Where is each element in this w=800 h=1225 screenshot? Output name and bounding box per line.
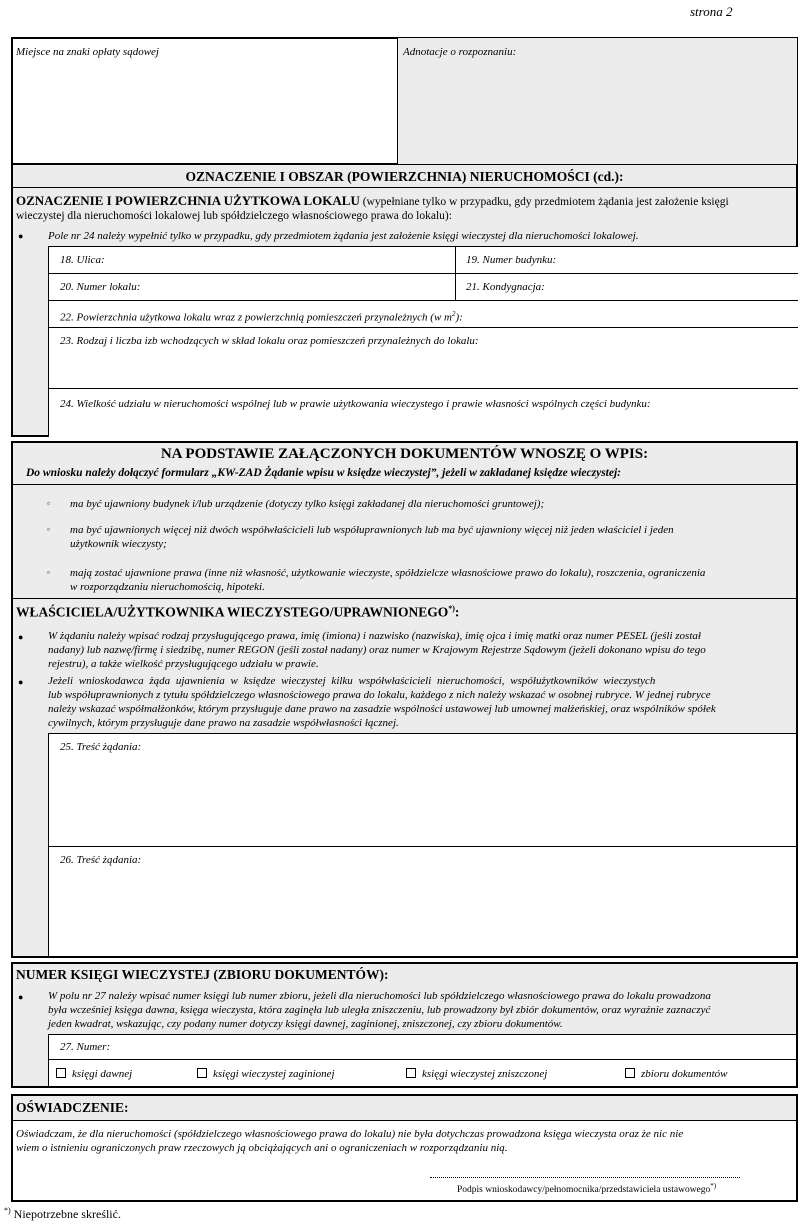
request-fields-area [48,733,796,956]
checkbox-icon[interactable] [406,1068,416,1078]
checkbox-destroyed-book[interactable] [406,1067,547,1081]
declaration-title: OŚWIADCZENIE: [16,1100,129,1115]
field-23-rooms[interactable]: 23. Rodzaj i liczba izb wchodzących w skład lokalu oraz pomieszczeń przynależnych do lokalu: [60,335,479,347]
owner-heading-line [16,604,459,621]
field-26-request[interactable]: 26. Treść żądania: [60,854,142,866]
signature-line[interactable] [430,1177,740,1178]
condition-item-1: ma być ujawniony budynek i/lub urządzenie (dotyczy tylko księgi zakładanej dla nieruchomości gruntowej); [70,498,545,510]
unit-heading-line [16,193,729,210]
field-27-number[interactable]: 27. Numer: [60,1041,111,1053]
divider [48,1059,796,1060]
divider [11,484,798,485]
field-22-label: 22. Powierzchnia użytkowa lokalu wraz z powierzchnią pomieszczeń przynależnych (w m [60,311,452,324]
divider [48,327,798,328]
owner-instruction-2-line-3: należy wskazać współmałżonków, którym przysługuje dane prawo na zasadzie wspólności ustawowej lub umownej małżeńskiej, oraz wspólników spółek [48,703,716,715]
field-20-unit-number[interactable]: 20. Numer lokalu: [60,281,141,293]
field-21-floor[interactable]: 21. Kondygnacja: [466,281,545,293]
owner-heading: WŁAŚCICIELA/UŻYTKOWNIKA WIECZYSTEGO/UPRAWNIONEGO [16,604,449,620]
owner-heading-colon: : [454,604,460,620]
field-24-share[interactable]: 24. Wielkość udziału w nieruchomości wspólnej lub w prawie użytkowania wieczystego i prawie własności wspólnych części budynku: [60,398,651,410]
checkbox-icon[interactable] [625,1068,635,1078]
entry-section-title: NA PODSTAWIE ZAŁĄCZONYCH DOKUMENTÓW WNOSZĘ O WPIS: [160,446,649,462]
checkbox-label: księgi wieczystej zniszczonej [422,1068,548,1080]
checkbox-label: księgi dawnej [72,1068,133,1080]
footnote-text: Niepotrzebne skreślić. [10,1207,121,1221]
signature-caption [457,1182,716,1195]
bullet-icon: ● [18,677,24,687]
signature-sup: *) [710,1182,717,1190]
book-number-title: NUMER KSIĘGI WIECZYSTEJ (ZBIORU DOKUMENTÓW): [16,967,389,982]
field-18-street[interactable]: 18. Ulica: [60,254,105,266]
field-22-area[interactable] [60,307,463,325]
footnote-mark: *) [4,1206,11,1215]
book-note-line-3: jeden kwadrat, wskazując, czy podany numer dotyczy księgi dawnej, zaginionej, zniszczonej, czy zbioru dokumentów. [48,1018,563,1030]
owner-instruction-2-line-2: lub współuprawnionych z tytułu spółdzielczego własnościowego prawa do lokalu, każdego z nich należy wskazać w osobnej rubryce. W jednej rubryce [48,689,711,701]
unit-description: (wypełniane tylko w przypadku, gdy przedmiotem żądania jest założenie księgi [359,196,729,208]
checkbox-label: księgi wieczystej zaginionej [213,1068,335,1080]
fee-stamp-label: Miejsce na znaki opłaty sądowej [16,46,159,58]
checkbox-old-book[interactable] [56,1067,132,1081]
owner-instruction-1-line-1: W żądaniu należy wpisać rodzaj przysługującego prawa, imię (imiona) i nazwisko (nazwiska), imię ojca i imię matki oraz numer PESEL (jeśli został [48,630,701,642]
bullet-icon: ● [18,632,24,642]
checkbox-icon[interactable] [56,1068,66,1078]
property-section-title: OZNACZENIE I OBSZAR (POWIERZCHNIA) NIERUCHOMOŚCI (cd.): [185,169,624,184]
book-note-line-2: była wcześniej księga dawna, księga wieczysta, która zaginęła lub uległa zniszczeniu, lub prowadzony był zbiór dokumentów, oraz wyraźnie zaznaczyć [48,1004,711,1016]
square-bullet-icon: ▫ [47,525,50,534]
owner-instruction-2-line-1: Jeżeli wnioskodawca żąda ujawnienia w księdze wieczystej kilku współwłaścicieli nieruchomości, współużytkowników wieczystych [48,675,656,687]
declaration-text-line-2: wiem o istnieniu ograniczonych praw rzeczowych ją obciążających ani o ograniczeniach w rozporządzaniu nią. [16,1142,508,1154]
signature-label: Podpis wnioskodawcy/pełnomocnika/przedstawiciela ustawowego [457,1185,711,1196]
field-19-building-number[interactable]: 19. Numer budynku: [466,254,557,266]
field-22-sup: 2 [452,310,456,318]
owner-instruction-1-line-3: rejestru), a także wielkość przysługującego udziału w prawie. [48,658,319,670]
declaration-text-line-1: Oświadczam, że dla nieruchomości (spółdzielczego własnościowego prawa do lokalu) nie była dotychczas prowadzona księga wieczysta oraz że nic nie [16,1128,684,1140]
owner-instruction-1-line-2: nadany) lub nazwę/firmę i siedzibę, numer REGON (jeśli został nadany) oraz numer w Krajowym Rejestrze Sądowym (jeżeli dokonano wpisu do tego [48,644,706,656]
condition-item-3-line-2: w rozporządzaniu nieruchomością, hipoteki. [70,581,265,593]
checkbox-lost-book[interactable] [197,1067,335,1081]
bullet-icon: ● [18,992,24,1002]
condition-item-3-line-1: mają zostać ujawnione prawa (inne niż własność, użytkowanie wieczyste, spółdzielcze własnościowe prawo do lokalu), roszczenia, ograniczenia [70,567,706,579]
unit-description-2: wieczystej dla nieruchomości lokalowej lub spółdzielczego własnościowego prawa do lokalu): [16,210,452,222]
book-note-line-1: W polu nr 27 należy wpisać numer księgi lub numer zbioru, jeżeli dla nieruchomości lub spółdzielczego własnościowego prawa do lokalu prowadzona [48,990,711,1002]
condition-item-2-line-2: użytkownik wieczysty; [70,538,167,550]
divider [48,846,796,847]
divider [48,273,798,274]
divider [48,300,798,301]
annotation-label: Adnotacje o rozpoznaniu: [403,46,517,58]
unit-heading: OZNACZENIE I POWIERZCHNIA UŻYTKOWA LOKALU [16,193,360,208]
bullet-icon: ● [18,231,24,241]
divider [48,388,798,389]
checkbox-icon[interactable] [197,1068,207,1078]
owner-instruction-2-line-4: cywilnych, którym przysługuje dane prawo na zasadzie współwłasności łącznej. [48,717,399,729]
footnote [4,1206,121,1222]
divider [11,598,798,599]
square-bullet-icon: ▫ [47,499,50,508]
field-24-note: Pole nr 24 należy wypełnić tylko w przypadku, gdy przedmiotem żądania jest założenie księgi wieczystej dla nieruchomości lokalowej. [48,230,639,242]
checkbox-document-collection[interactable] [625,1067,727,1081]
square-bullet-icon: ▫ [47,568,50,577]
owner-heading-sup: *) [448,604,455,613]
page-number: strona 2 [690,4,733,19]
field-22-label-end: ): [455,311,463,324]
field-25-request[interactable]: 25. Treść żądania: [60,741,142,753]
entry-section-subtitle: Do wniosku należy dołączyć formularz „KW-ZAD Żądanie wpisu w księdze wieczystej”, jeżeli w zakładanej księdze wieczystej: [26,467,622,479]
condition-item-2-line-1: ma być ujawnionych więcej niż dwóch współwłaścicieli lub współuprawnionych lub ma być ujawniony więcej niż jeden właściciel i jeden [70,524,674,536]
declaration-title-bar [13,1096,796,1121]
checkbox-label: zbioru dokumentów [641,1068,728,1080]
